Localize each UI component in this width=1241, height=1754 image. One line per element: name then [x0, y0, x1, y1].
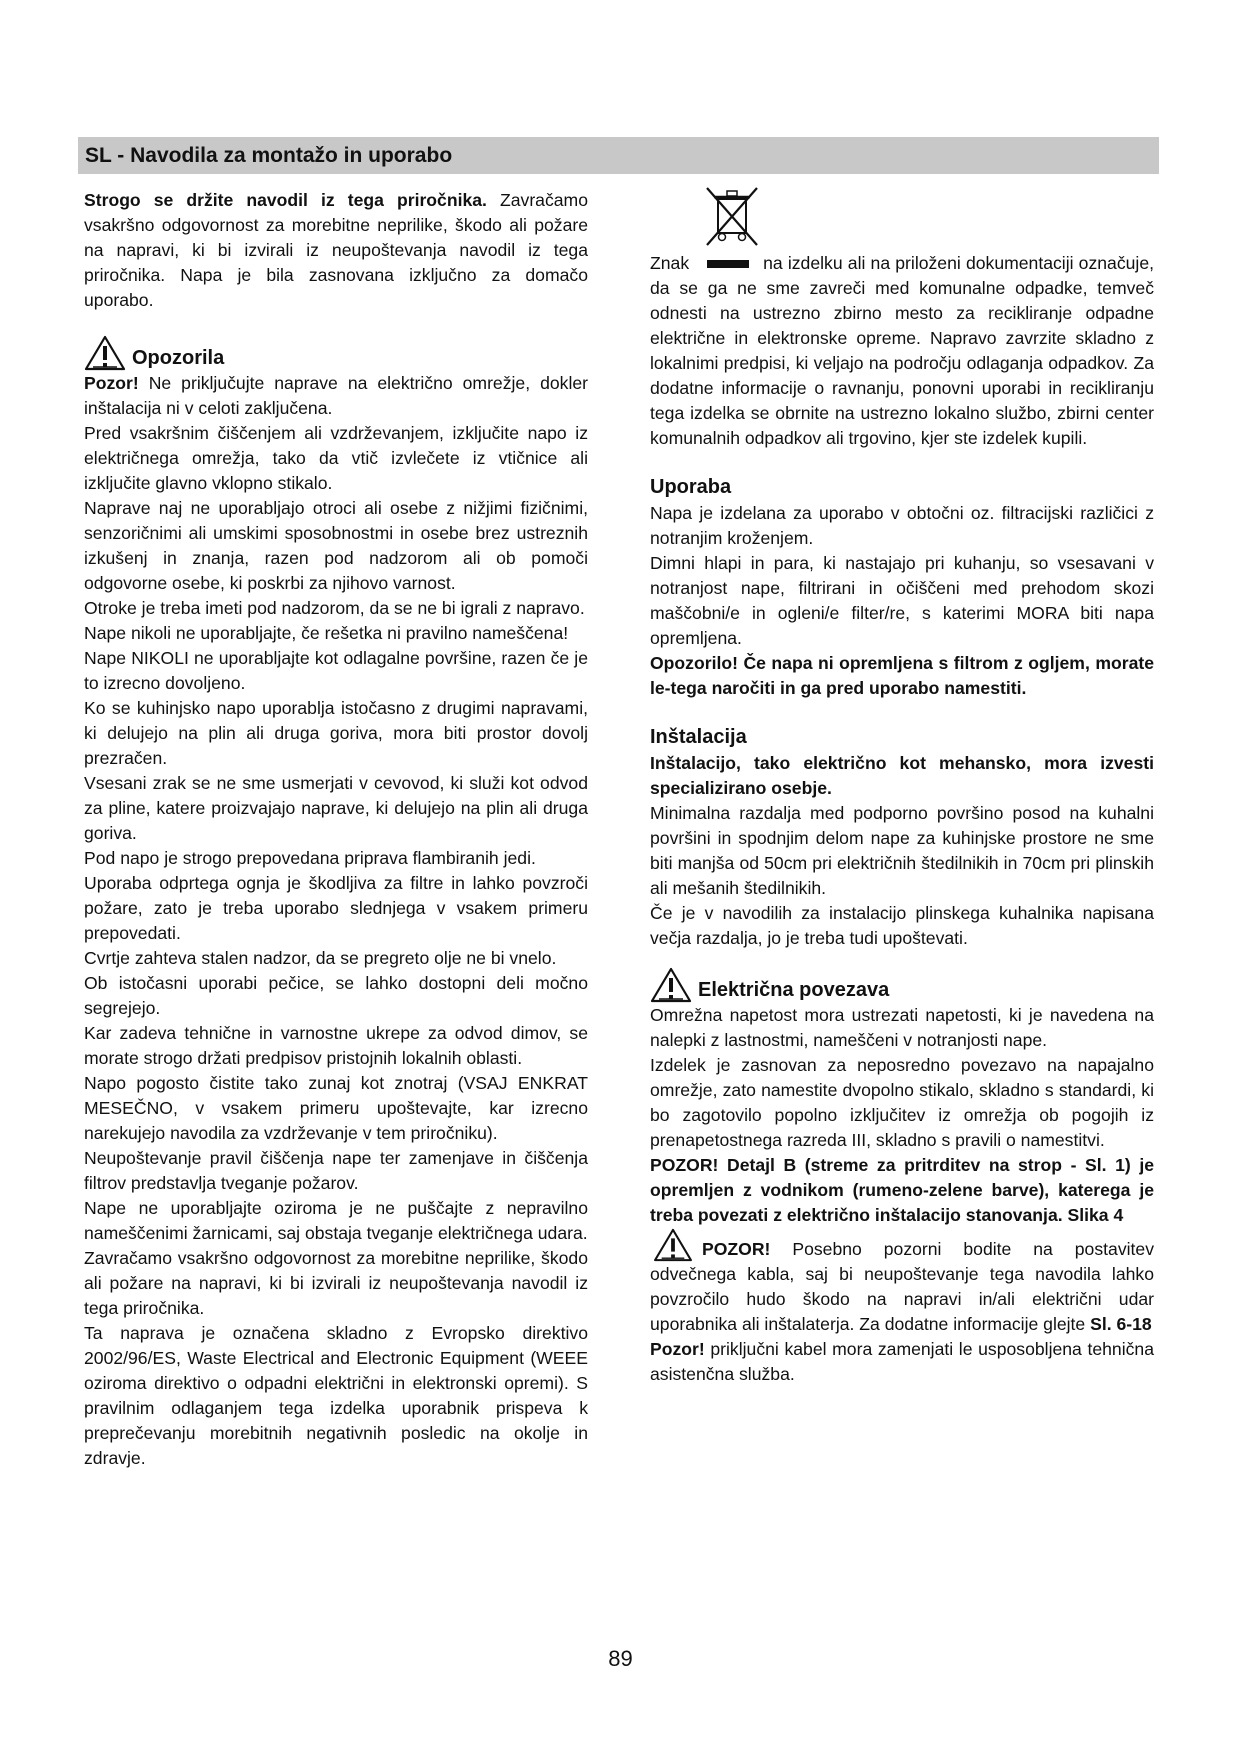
final-text: priključni kabel mora zamenjati le usposobljena tehnična asistenčna služba.	[650, 1339, 1154, 1384]
electric-heading	[650, 967, 1154, 1003]
cable-figure-ref: Sl. 6-18	[1090, 1314, 1152, 1334]
warning-triangle-icon	[84, 335, 126, 371]
warning-paragraph: Pod napo je strogo prepovedana priprava flambiranih jedi.	[84, 848, 536, 868]
weee-text: na izdelku ali na priloženi dokumentaciji označuje, da se ga ne sme zavreči med komunalne odpadke, temveč odnesti na ustrezno zbirno mesto za recikliranje odpadne električne in elektronske opreme. Napravo zavrzite skladno z lokalnimi predpisi, ki veljajo na področju odlaganja odpadkov. Za dodatne informacije o ravnanju, ponovni uporabi in recikliranju tega izdelka se obrnite na ustrezno lokalno službo, zbirni center komunalnih odpadkov ali trgovino, kjer ste izdelek kupili.	[650, 253, 1154, 448]
warning-triangle-icon	[650, 967, 692, 1003]
warning-paragraph: Pred vsakršnim čiščenjem ali vzdrževanjem, izključite napo iz električnega omrežja, tako da vtič izvlečete iz vtičnice ali izključite glavno vklopno stikalo.	[84, 423, 588, 493]
final-note	[650, 1337, 1154, 1387]
warnings-heading-text: Opozorila	[132, 347, 225, 369]
warning-paragraph: Zavračamo vsakršno odgovornost za morebitne neprilike, škodo ali požare na napravi, ki bi izvirali iz neupoštevanja navodil iz tega priročnika.	[84, 1248, 588, 1318]
intro-bold: Strogo se držite navodil iz tega priročnika.	[84, 190, 487, 210]
warning-paragraph	[84, 371, 588, 421]
usage-paragraph: Napa je izdelana za uporabo v obtočni oz. filtracijski različici z notranjim kroženjem.	[650, 503, 1154, 548]
warning-paragraph: Vsesani zrak se ne sme usmerjati v cevovod, ki služi kot odvod za pline, katere proizvajajo naprave, ki delujejo na plin ali druga goriva.	[84, 773, 588, 843]
warning-paragraph: Neupoštevanje pravil čiščenja nape ter zamenjave in čiščenja filtrov predstavlja tveganje požarov.	[84, 1148, 588, 1193]
warning-paragraph: Cvrtje zahteva stalen nadzor, da se pregreto olje ne bi vnelo.	[84, 948, 557, 968]
warning-paragraph: Ob istočasni uporabi pečice, se lahko dostopni deli močno segrejejo.	[84, 973, 588, 1018]
warning-paragraph: Kar zadeva tehnične in varnostne ukrepe za odvod dimov, se morate strogo držati predpisov pristojnih lokalnih oblasti.	[84, 1023, 588, 1068]
warnings-heading	[84, 335, 588, 371]
electric-paragraph: Omrežna napetost mora ustrezati napetosti, ki je navedena na nalepki z lastnostmi, nameščeni v notranjosti nape.	[650, 1005, 1154, 1050]
section-title-bar	[78, 137, 1159, 174]
left-column	[84, 188, 588, 1471]
page-title: SL - Navodila za montažo in uporabo	[85, 144, 453, 167]
electric-bold-note: POZOR! Detajl B (streme za pritrditev na strop - Sl. 1) je opremljen z vodnikom (rumeno-zelene barve), katerega je treba povezati z električno inštalacijo stanovanja. Slika 4	[650, 1155, 1154, 1225]
cable-text: Posebno pozorni bodite na postavitev odvečnega kabla, saj bi neupoštevanje tega navodila lahko povzročilo hudo škodo na napravi in/ali električni udar uporabnika ali inštalaterja. Za dodatne informacije glejte	[650, 1239, 1154, 1334]
usage-heading: Uporaba	[650, 476, 732, 498]
pozor-text: Ne priključujte naprave na električno omrežje, dokler inštalacija ni v celoti zaključena.	[84, 373, 588, 418]
warning-paragraph: Nape nikoli ne uporabljajte, če rešetka ni pravilno nameščena!	[84, 623, 569, 643]
warning-triangle-icon	[650, 1228, 696, 1262]
cable-warning-paragraph	[650, 1228, 1154, 1337]
warning-paragraph: Naprave naj ne uporabljajo otroci ali osebe z nižjimi fizičnimi, senzoričnimi ali umskimi sposobnostmi in osebe brez ustreznih izkušenj in znanja, razen pod nadzorom ali ob pomoči odgovorne osebe, ki poskrbi za njihovo varnost.	[84, 498, 588, 593]
installation-paragraph: Če je v navodilih za instalacijo plinskega kuhalnika napisana večja razdalja, jo je treba tudi upoštevati.	[650, 903, 1154, 948]
warning-paragraph: Uporaba odprtega ognja je škodljiva za filtre in lahko povzroči požare, zato je treba uporabo slednjega v vsakem primeru prepovedati.	[84, 873, 588, 943]
installation-bold-note: Inštalacijo, tako električno kot mehansko, mora izvesti specializirano osebje.	[650, 753, 1154, 798]
electric-heading-text: Električna povezava	[698, 979, 890, 1001]
weee-lead: Znak	[650, 253, 690, 273]
page-number: 89	[608, 1646, 633, 1671]
black-bar-symbol	[707, 260, 749, 268]
usage-warning: Opozorilo! Če napa ni opremljena s filtrom z ogljem, morate le-tega naročiti in ga pred uporabo namestiti.	[650, 653, 1154, 698]
weee-paragraph	[650, 251, 1154, 451]
installation-heading: Inštalacija	[650, 726, 747, 748]
cable-pozor-label: POZOR!	[702, 1239, 771, 1259]
final-pozor-label: Pozor!	[650, 1339, 705, 1359]
warning-paragraph: Otroke je treba imeti pod nadzorom, da se ne bi igrali z napravo.	[84, 598, 585, 618]
right-column	[650, 183, 1154, 1387]
usage-paragraph: Dimni hlapi in para, ki nastajajo pri kuhanju, so vsesavani v notranjost nape, filtrirani in očiščeni med prehodom skozi maščobni/e in oglenі/e filter/re, s katerimi MORA biti napa opremljena.	[650, 553, 1154, 648]
pozor-label: Pozor!	[84, 373, 139, 393]
crossed-bin-icon	[704, 185, 760, 249]
warning-paragraph: Nape ne uporabljajte oziroma je ne puščajte z nepravilno nameščenimi žarnicami, saj obstaja tveganje električnega udara.	[84, 1198, 588, 1243]
weee-symbol-area	[650, 183, 1154, 251]
warning-paragraph: Napo pogosto čistite tako zunaj kot znotraj (VSAJ ENKRAT MESEČNO, v vsakem primeru upoštevajte, kar izrecno narekujejo navodila za vzdrževanje v tem priročniku).	[84, 1073, 588, 1143]
warning-paragraph: Ta naprava je označena skladno z Evropsko direktivo 2002/96/ES, Waste Electrical and Electronic Equipment (WEEE oziroma direktivo o odpadni električni in elektronski opremi). S pravilnim odlaganjem tega izdelka uporabnik prispeva k preprečevanju morebitnih negativnih posledic na okolje in zdravje.	[84, 1323, 588, 1468]
intro-paragraph	[84, 188, 588, 313]
intro-text: Zavračamo vsakršno odgovornost za morebitne neprilike, škodo ali požare na napravi, ki bi izvirali iz neupoštevanja navodil iz tega priročnika. Napa je bila zasnovana izključno za domačo uporabo.	[84, 190, 588, 310]
installation-paragraph: Minimalna razdalja med podporno površino posod na kuhalni površini in spodnjim delom nape za kuhinjske prostore ne sme biti manjša od 50cm pri električnih štedilnikih in 70cm pri plinskih ali mešanih štedilnikih.	[650, 803, 1154, 898]
electric-paragraph: Izdelek je zasnovan za neposredno povezavo na napajalno omrežje, zato namestite dvopolno stikalo, skladno s standardi, ki bo zagotovilo popolno izključitev iz omrežja ob pogojih iz prenapetostnega razreda III, skladno s pravili o namestitvi.	[650, 1055, 1154, 1150]
warning-paragraph: Ko se kuhinjsko napo uporablja istočasno z drugimi napravami, ki delujejo na plin ali druga goriva, mora biti prostor dovolj prezračen.	[84, 698, 588, 768]
warning-paragraph: Nape NIKOLI ne uporabljajte kot odlagalne površine, razen če je to izrecno dovoljeno.	[84, 648, 588, 693]
